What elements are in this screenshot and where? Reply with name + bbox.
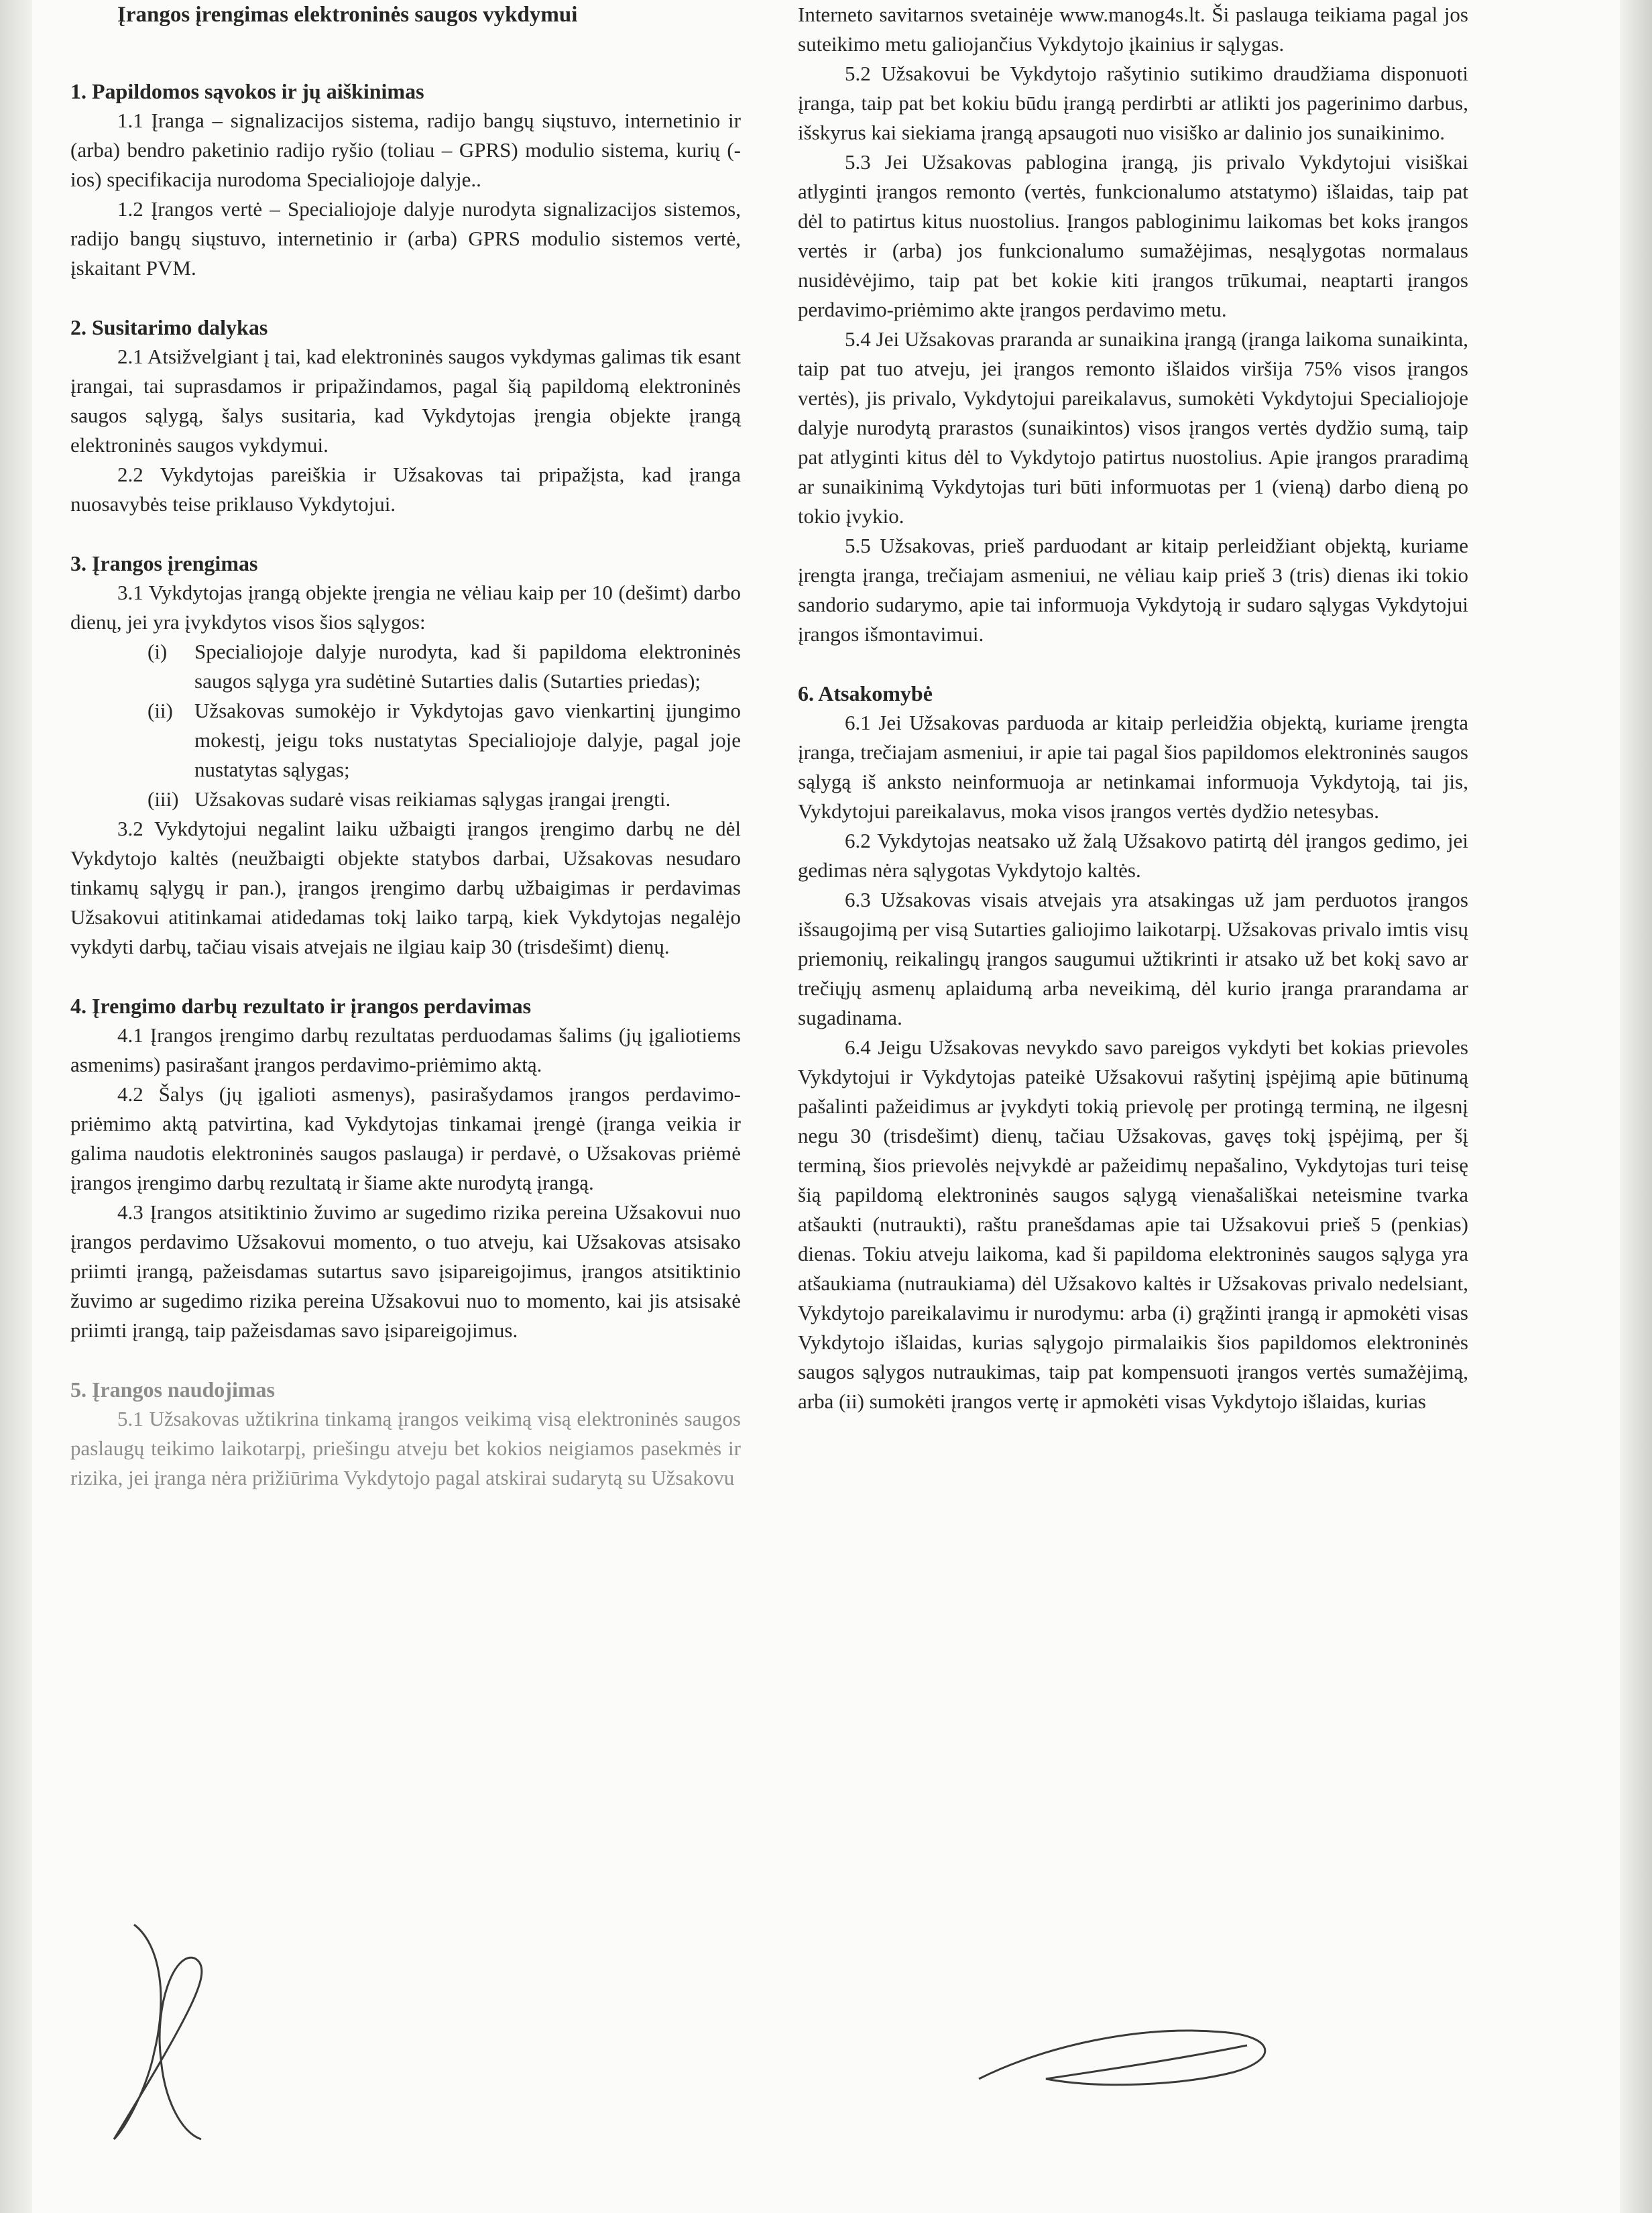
left-paragraph: 1.2 Įrangos vertė – Specialiojoje dalyje nurodyta signalizacijos sistemos, radijo bangų siųstuvo, internetinio ir (arba) GPRS modulio sistemos vertė, įskaitant PVM. xyxy=(70,197,741,280)
right-paragraph: 6.4 Jeigu Užsakovas nevykdo savo pareigos vykdyti bet kokias prievoles Vykdytojui ir Vykdytojas pateikė Užsakovui rašytinį įspėjimą apie būtinumą pašalinti pažeidimus ar įvykdyti tokią prievolę per protingą terminą, ne ilgesnį negu 30 (trisdešimt) dienų, tačiau Užsakovas, gavęs tokį įspėjimą, per šį terminą, šios prievolės neįvykdė ar pažeidimų nepašalino, Vykdytojas turi teisę šią papildomą elektroninės saugos sąlygą vienašališkai neteismine tvarka atšaukti (nutraukti), raštu pranešdamas apie tai Užsakovui prieš 5 (penkias) dienas. Tokiu atveju laikoma, kad ši papildoma elektroninės saugos sąlyga yra atšaukiama (nutraukiama) dėl Užsakovo kaltės ir Užsakovas privalo nedelsiant, Vykdytojo pareikalavimu ir nurodymu: arba (i) grąžinti įrangą ir apmokėti visas Vykdytojo išlaidas, kurias sąlygojo pirmalaikis šios papildomos elektroninės saugos sąlygos nutraukimas, taip pat kompensuoti įrangos vertės sumažėjimą, arba (ii) sumokėti įrangos vertę ir apmokėti visas Vykdytojo išlaidas, kurias xyxy=(798,1035,1468,1413)
left-paragraph: 4.2 Šalys (jų įgalioti asmenys), pasirašydamos įrangos perdavimo-priėmimo aktą patvirtina, kad Vykdytojas tinkamai įrengė (įranga veikia ir galima naudotis elektroninės saugos paslauga) ir perdavė, o Užsakovas priėmė įrangos įrengimo darbų rezultatą ir šiame akte nurodytą įrangą. xyxy=(70,1082,741,1194)
scan-right-edge xyxy=(1620,0,1652,2213)
left-paragraph: 3.2 Vykdytojui negalint laiku užbaigti įrangos įrengimo darbų ne dėl Vykdytojo kaltės (neužbaigti objekte statybos darbai, Užsakovas nesudaro tinkamų sąlygų ir pan.), įrangos įrengimo darbų užbaigimas ir perdavimas Užsakovui atitinkamai atidedamas tokį laiko tarpą, kiek Vykdytojas negalėjo vykdyti darbų, tačiau visais atvejais ne ilgiau kaip 30 (trisdešimt) dienų. xyxy=(70,817,741,958)
right-paragraph: Interneto savitarnos svetainėje www.manog4s.lt. Ši paslauga teikiama pagal jos suteikimo metu galiojančius Vykdytojo įkainius ir sąlygas. xyxy=(798,3,1468,56)
right-paragraph: 5.3 Jei Užsakovas pablogina įrangą, jis privalo Vykdytojui visiškai atlyginti įrangos remonto (vertės, funkcionalumo atstatymo) išlaidas, taip pat dėl to patirtus kitus nuostolius. Įrangos pabloginimu laikomas bet koks įrangos vertės ir (arba) jos funkcionalumo sumažėjimas, nesąlygotas normalaus nusidėvėjimo, taip pat bet kokie kiti įrangos trūkumai, neaptarti įrangos perdavimo-priėmimo akte įrangos perdavimo metu. xyxy=(798,150,1468,321)
left-section-heading: 2. Susitarimo dalykas xyxy=(70,315,268,339)
left-list-item xyxy=(148,696,741,785)
left-section-heading: 1. Papildomos sąvokos ir jų aiškinimas xyxy=(70,79,424,103)
right-paragraph: 6.2 Vykdytojas neatsako už žalą Užsakovo patirtą dėl įrangos gedimo, jei gedimas nėra sąlygotas Vykdytojo kaltės. xyxy=(798,829,1468,882)
left-section-heading: 3. Įrangos įrengimas xyxy=(70,551,258,575)
left-paragraph: 3.1 Vykdytojas įrangą objekte įrengia ne vėliau kaip per 10 (dešimt) darbo dienų, jei yra įvykdytos visos šios sąlygos: xyxy=(70,581,741,634)
left-section-heading: 4. Įrengimo darbų rezultato ir įrangos perdavimas xyxy=(70,994,532,1018)
right-paragraph: 5.4 Jei Užsakovas praranda ar sunaikina įrangą (įranga laikoma sunaikinta, taip pat tuo atveju, jei įrangos remonto išlaidos viršija 75% visos įrangos vertės), jis privalo, Vykdytojui pareikalavus, sumokėti Vykdytojui Specialiojoje dalyje nurodytą prarastos (sunaikintos) visos įrangos vertės dydžio sumą, taip pat atlyginti kitus dėl to Vykdytojo patirtus nuostolius. Apie įrangos praradimą ar sunaikinimą Vykdytojas turi būti informuotas per 1 (vieną) darbo dieną po tokio įvykio. xyxy=(798,327,1468,528)
left-paragraph: 2.1 Atsižvelgiant į tai, kad elektroninės saugos vykdymas galimas tik esant įrangai, tai suprasdamos ir pripažindamos, pagal šią papildomą elektroninės saugos sąlygą, šalys susitaria, kad Vykdytojas įrengia objekte įrangą elektroninės saugos vykdymui. xyxy=(70,345,741,457)
list-item-text: Užsakovas sudarė visas reikiamas sąlygas įrangai įrengti. xyxy=(194,787,671,811)
left-paragraph: 4.1 Įrangos įrengimo darbų rezultatas perduodamas šalims (jų įgaliotiems asmenims) pasirašant įrangos perdavimo-priėmimo aktą. xyxy=(70,1023,741,1076)
left-paragraph: 1.1 Įranga – signalizacijos sistema, radijo bangų siųstuvo, internetinio ir (arba) bendro paketinio radijo ryšio (toliau – GPRS) modulio sistema, kurių (-ios) specifikacija nurodoma Specialiojoje dalyje.. xyxy=(70,109,741,191)
list-marker: (ii) xyxy=(148,699,173,722)
list-item-text: Užsakovas sumokėjo ir Vykdytojas gavo vienkartinį įjungimo mokestį, jeigu toks nustatytas Specialiojoje dalyje, pagal joje nustatytas sąlygas; xyxy=(194,699,741,781)
left-list-item xyxy=(148,637,741,696)
signature-left xyxy=(87,1905,261,2159)
scan-left-edge xyxy=(0,0,32,2213)
left-section-heading: 5. Įrangos naudojimas xyxy=(70,1377,275,1402)
right-paragraph: 6.3 Užsakovas visais atvejais yra atsakingas už jam perduotos įrangos išsaugojimą per visą Sutarties galiojimo laikotarpį. Užsakovas privalo imtis visų priemonių, reikalingų įrangos saugumui užtikrinti ir atsako už bet kokį savo ar trečiųjų asmenų aplaidumą arba neveikimą, dėl kurio įranga prarandama ar sugadinama. xyxy=(798,888,1468,1029)
left-column xyxy=(70,0,741,1493)
left-paragraph: 5.1 Užsakovas užtikrina tinkamą įrangos veikimą visą elektroninės saugos paslaugų teikimo laikotarpį, priešingu atveju bet kokios neigiamos pasekmės ir rizika, jei įranga nėra prižiūrima Vykdytojo pagal atskirai sudarytą su Užsakovu xyxy=(70,1407,741,1489)
right-paragraph: 6.1 Jei Užsakovas parduoda ar kitaip perleidžia objektą, kuriame įrengta įranga, trečiajam asmeniui, ir apie tai pagal šios papildomos elektroninės saugos sąlygą iš anksto neinformuoja ar netinkamai informuoja Vykdytoją, tai jis, Vykdytojui pareikalavus, moka visos įrangos vertės dydžio netesybas. xyxy=(798,711,1468,823)
left-paragraph: 2.2 Vykdytojas pareiškia ir Užsakovas tai pripažįsta, kad įranga nuosavybės teise priklauso Vykdytojui. xyxy=(70,463,741,516)
signature-right xyxy=(965,2005,1301,2106)
right-section-heading: 6. Atsakomybė xyxy=(798,681,933,705)
left-list-item xyxy=(148,785,741,814)
list-marker: (iii) xyxy=(148,787,179,811)
document-title: Įrangos įrengimas elektroninės saugos vykdymui xyxy=(117,3,578,27)
list-item-text: Specialiojoje dalyje nurodyta, kad ši papildoma elektroninės saugos sąlyga yra sudėtinė Sutarties dalis (Sutarties priedas); xyxy=(194,640,741,693)
list-marker: (i) xyxy=(148,640,168,663)
right-column xyxy=(798,0,1468,1416)
right-paragraph: 5.5 Užsakovas, prieš parduodant ar kitaip perleidžiant objektą, kuriame įrengta įranga, trečiajam asmeniui, ne vėliau kaip prieš 3 (tris) dienas iki tokio sandorio sudarymo, apie tai informuoja Vykdytoją ir sudaro sąlygas Vykdytojui įrangos išmontavimui. xyxy=(798,534,1468,646)
page-footer-band xyxy=(0,2141,1652,2188)
right-paragraph: 5.2 Užsakovui be Vykdytojo rašytinio sutikimo draudžiama disponuoti įranga, taip pat bet kokiu būdu įrangą perdirbti ar atlikti jos pagerinimo darbus, išskyrus kai siekiama įrangą apsaugoti nuo visiško ar dalinio jos sunaikinimo. xyxy=(798,62,1468,144)
left-paragraph: 4.3 Įrangos atsitiktinio žuvimo ar sugedimo rizika pereina Užsakovui nuo įrangos perdavimo Užsakovui momento, o tuo atveju, kai Užsakovas atsisako priimti įrangą, pažeisdamas sutartus savo įsipareigojimus, įrangos atsitiktinio žuvimo ar sugedimo rizika pereina Užsakovui nuo to momento, kai jis atsisakė priimti įrangą, taip pažeisdamas savo įsipareigojimus. xyxy=(70,1200,741,1342)
